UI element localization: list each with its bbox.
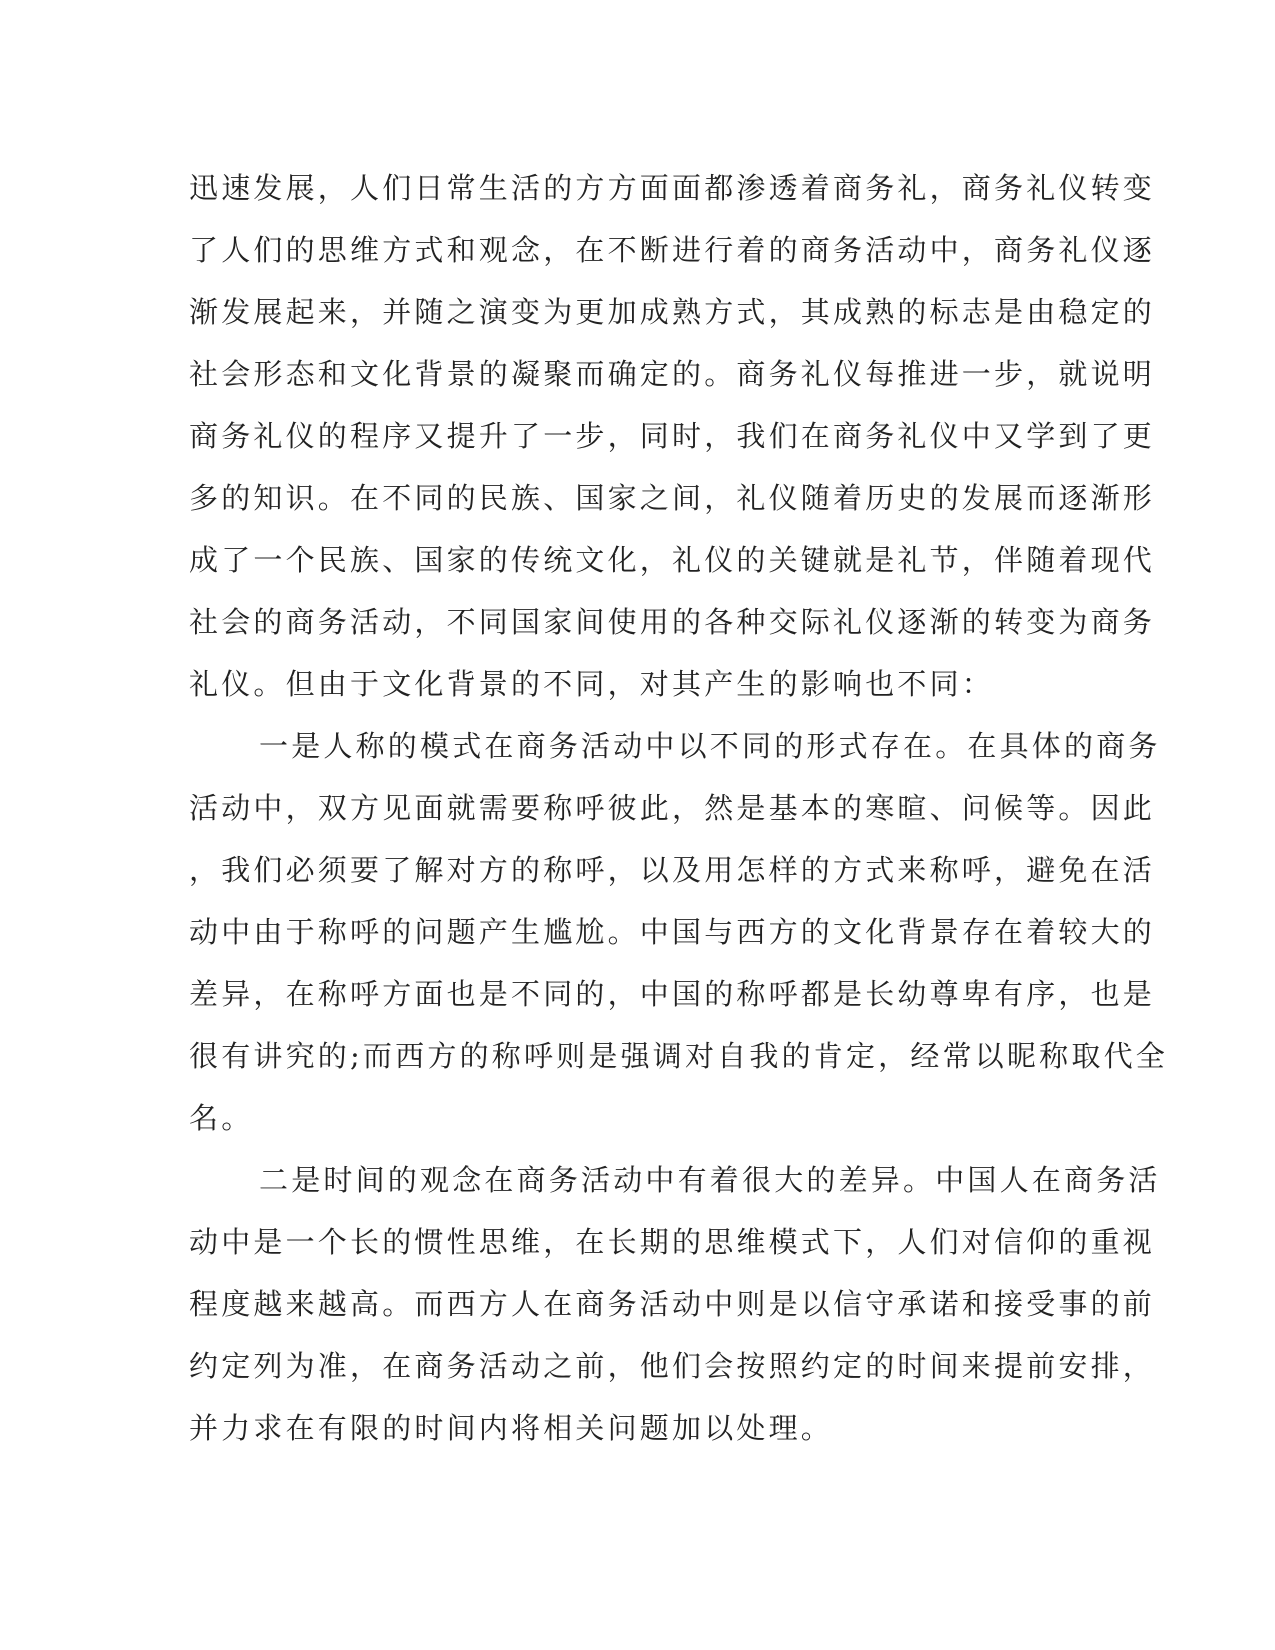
text-line: 社会形态和文化背景的凝聚而确定的。商务礼仪每推进一步，就说明 [189,357,1156,391]
text-line: 动中是一个长的惯性思维，在长期的思维模式下，人们对信仰的重视 [189,1225,1156,1259]
text-line: 社会的商务活动，不同国家间使用的各种交际礼仪逐渐的转变为商务 [189,605,1156,639]
text-line: 商务礼仪的程序又提升了一步，同时，我们在商务礼仪中又学到了更 [189,419,1156,453]
body-text [189,157,1168,1459]
text-line: 渐发展起来，并随之演变为更加成熟方式，其成熟的标志是由稳定的 [189,295,1156,329]
paragraph-2 [189,715,1168,1149]
text-line: 差异，在称呼方面也是不同的，中国的称呼都是长幼尊卑有序，也是 [189,977,1156,1011]
text-line: ，我们必须要了解对方的称呼，以及用怎样的方式来称呼，避免在活 [189,853,1156,887]
text-line: 迅速发展，人们日常生活的方方面面都渗透着商务礼，商务礼仪转变 [189,171,1156,205]
text-line: 很有讲究的;而西方的称呼则是强调对自我的肯定，经常以昵称取代全 [189,1039,1168,1073]
text-line: 程度越来越高。而西方人在商务活动中则是以信守承诺和接受事的前 [189,1287,1156,1321]
text-line: 了人们的思维方式和观念，在不断进行着的商务活动中，商务礼仪逐 [189,233,1156,267]
text-line: 并力求在有限的时间内将相关问题加以处理。 [189,1411,834,1445]
text-line-first: 二是时间的观念在商务活动中有着很大的差异。中国人在商务活 [259,1163,1161,1197]
text-line-first: 一是人称的模式在商务活动中以不同的形式存在。在具体的商务 [259,729,1161,763]
text-line: 约定列为准，在商务活动之前，他们会按照约定的时间来提前安排， [189,1349,1156,1383]
paragraph-3 [189,1149,1161,1459]
text-line: 动中由于称呼的问题产生尴尬。中国与西方的文化背景存在着较大的 [189,915,1156,949]
text-line: 成了一个民族、国家的传统文化，礼仪的关键就是礼节，伴随着现代 [189,543,1156,577]
text-line: 名。 [189,1101,254,1135]
paragraph-1 [189,157,1156,715]
text-line: 活动中，双方见面就需要称呼彼此，然是基本的寒暄、问候等。因此 [189,791,1156,825]
text-line: 多的知识。在不同的民族、国家之间，礼仪随着历史的发展而逐渐形 [189,481,1156,515]
text-line: 礼仪。但由于文化背景的不同，对其产生的影响也不同： [189,667,995,701]
